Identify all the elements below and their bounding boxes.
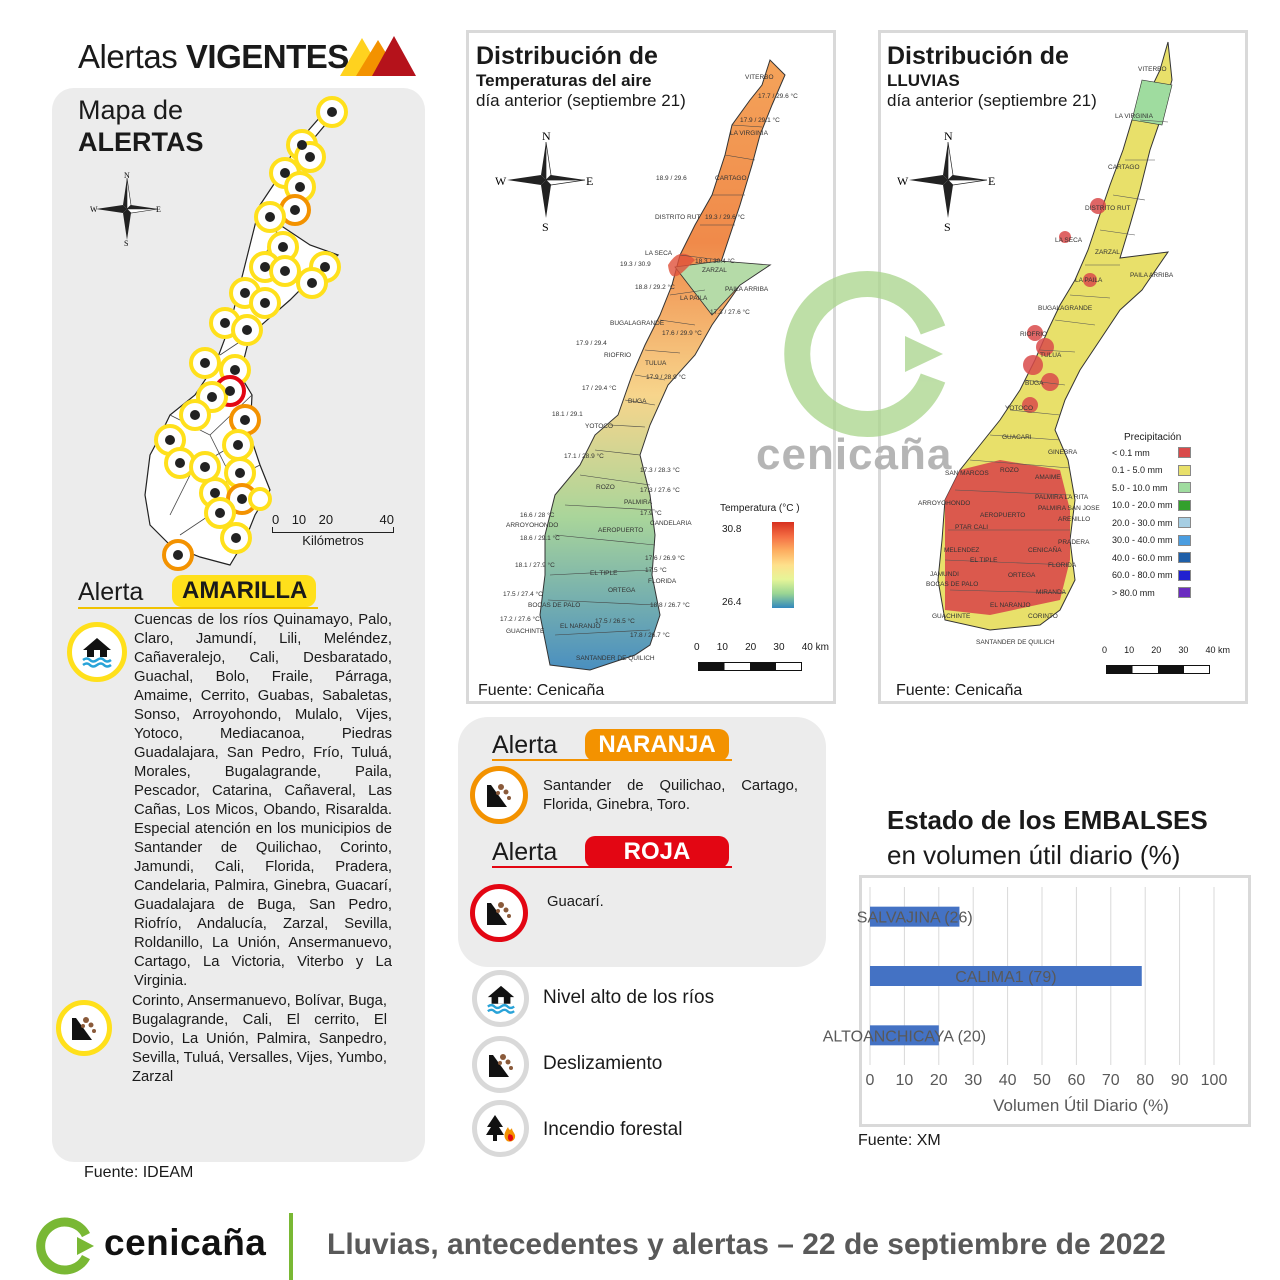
red-alert-text: Guacarí.	[547, 894, 604, 910]
temperature-station-reading: 17.1 / 28.9 °C	[564, 453, 604, 460]
compass-n: N	[124, 171, 130, 180]
temperature-station-label: SANTANDER DE QUILICH	[576, 655, 655, 662]
rain-place-label: MELENDEZ	[944, 547, 980, 554]
temperature-station-reading: 19.3 / 29.6 °C	[705, 214, 745, 221]
scale-tick: 10	[716, 642, 728, 653]
temperature-station-reading: 17 / 29.4 °C	[582, 385, 617, 392]
cenicana-logo-icon	[34, 1218, 98, 1274]
temperature-station-label: AEROPUERTO	[598, 527, 644, 534]
temperature-station-reading: 17.9 / 29.1 °C	[740, 117, 780, 124]
rain-place-label: MIRANDA	[1036, 589, 1066, 596]
temperature-station-reading: 17.2 / 27.6 °C	[500, 616, 540, 623]
scale-tick: 20	[1151, 645, 1162, 655]
scale-tick: 0	[1102, 645, 1108, 655]
temperature-station-reading: 18.6 / 29.1 °C	[520, 535, 560, 542]
reservoir-chart-xtick: 50	[1033, 1072, 1051, 1089]
reservoir-bar-label: SALVAJINA (26)	[856, 909, 973, 927]
orange-alert-label: Alerta	[492, 731, 558, 759]
rain-place-label: CENICAÑA	[1028, 547, 1062, 554]
temperature-station-label: ORTEGA	[608, 587, 636, 594]
scale-tick: 40	[379, 512, 394, 527]
flood-house-icon	[67, 622, 127, 682]
yellow-alert-badge: AMARILLA	[172, 575, 316, 607]
compass-e: E	[988, 174, 996, 188]
rain-legend-row	[1112, 462, 1191, 480]
temperature-station-reading: 17.3 / 27.6 °C	[640, 487, 680, 494]
footer-divider	[289, 1213, 293, 1280]
reservoir-chart-xtick: 90	[1170, 1072, 1189, 1089]
rain-place-label: GUACHINTE	[932, 613, 971, 620]
reservoir-bar-label: ALTOANCHICAYA (20)	[822, 1028, 987, 1046]
temperature-station-reading: 17.5 / 26.5 °C	[595, 618, 635, 625]
rain-legend-row	[1112, 549, 1191, 567]
temperature-legend-title: Temperatura (°C )	[720, 503, 800, 514]
red-alert-badge: ROJA	[585, 836, 729, 868]
rain-place-label: LA PAILA	[1075, 277, 1103, 284]
rain-legend-swatch	[1178, 552, 1191, 563]
rain-place-label: BUGA	[1025, 380, 1044, 387]
scale-tick: 40 km	[1205, 645, 1230, 655]
alerts-title-bold: VIGENTES	[185, 38, 349, 75]
rain-place-label: DISTRITO RUT	[1085, 205, 1131, 212]
rain-legend-row	[1112, 567, 1191, 585]
temperature-legend-ramp	[772, 522, 794, 608]
rain-place-label: GUACARI	[1002, 434, 1032, 441]
orange-alert-text: Santander de Quilichao, Cartago, Florida, Ginebra, Toro.	[543, 778, 798, 813]
temperature-station-reading: 16.6 / 28 °C	[520, 512, 555, 519]
temperature-station-reading: 18.1 / 29.1	[552, 411, 583, 418]
rain-legend-label: 20.0 - 30.0 mm	[1112, 517, 1173, 528]
temperature-legend-max: 30.8	[722, 524, 742, 535]
rain-place-label: BUGALAGRANDE	[1038, 305, 1093, 312]
compass-s: S	[124, 239, 129, 248]
temperature-station-label: EL NARANJO	[560, 623, 601, 630]
scale-tick: 10	[291, 512, 307, 527]
rain-place-label: JAMUNDI	[930, 571, 959, 578]
temperature-station-label: BOCAS DE PALO	[528, 602, 581, 609]
temperature-station-reading: 17.6 / 29.9 °C	[662, 330, 702, 337]
temperature-station-reading: 18.8 / 29.2 °C	[635, 284, 675, 291]
red-alert-label: Alerta	[492, 838, 558, 866]
yellow-alert-underline	[78, 607, 318, 609]
rain-legend-row	[1112, 532, 1191, 550]
legend-landslide-label: Deslizamiento	[543, 1053, 663, 1074]
reservoir-bar-label: CALIMA1 (79)	[955, 969, 1057, 986]
temperature-station-reading: 18.8 / 26.7 °C	[650, 602, 690, 609]
rain-map-title: Distribución de	[887, 42, 1069, 70]
scale-tick: 10	[1124, 645, 1135, 655]
compass-w: W	[495, 174, 507, 188]
temperature-station-reading: 17.3 / 28.3 °C	[640, 467, 680, 474]
alerts-title	[78, 38, 349, 76]
alert-triangles-logo	[340, 34, 416, 76]
temperature-scale-bar	[698, 662, 802, 672]
rain-legend-label: 60.0 - 80.0 mm	[1112, 570, 1173, 581]
temperature-station-label: RIOFRIO	[604, 352, 632, 359]
temperature-station-reading: 18.9 / 29.6	[656, 175, 687, 182]
rain-place-label: GINEBRA	[1048, 449, 1078, 456]
scale-tick: 20	[318, 512, 334, 527]
rain-legend-row	[1112, 479, 1191, 497]
rain-legend-title: Precipitación	[1124, 432, 1182, 443]
rain-place-label: VITERBO	[1138, 66, 1167, 73]
temperature-station-label: VITERBO	[745, 74, 774, 81]
reservoir-chart-xtick: 40	[998, 1072, 1017, 1089]
rain-place-label: CARTAGO	[1108, 164, 1140, 171]
footer-brand: cenicaña	[104, 1222, 267, 1263]
temperature-station-label: CANDELARIA	[650, 520, 692, 527]
rain-legend-label: > 80.0 mm	[1112, 587, 1155, 598]
rain-legend-swatch	[1178, 447, 1191, 458]
temperature-station-label: LA VIRGINIA	[730, 130, 768, 137]
temperature-station-label: FLORIDA	[648, 578, 677, 585]
temperature-station-label: BUGALAGRANDE	[610, 320, 665, 327]
rain-place-label: EL TIPLE	[970, 557, 998, 564]
compass-e: E	[156, 205, 161, 214]
reservoirs-subtitle: en volumen útil diario (%)	[887, 840, 1181, 870]
rain-legend-label: 5.0 - 10.0 mm	[1112, 482, 1168, 493]
alert-map-scale	[272, 512, 394, 548]
temperature-station-reading: 17.5 / 27.4 °C	[503, 591, 543, 598]
footer-headline: Lluvias, antecedentes y alertas – 22 de septiembre de 2022	[327, 1228, 1166, 1261]
alert-map-heading-line1: Mapa de	[78, 95, 184, 125]
rain-scale-ticks	[1102, 645, 1230, 655]
map-fire-marker	[250, 489, 270, 509]
reservoir-chart-xlabel: Volumen Útil Diario (%)	[993, 1096, 1169, 1115]
temperature-station-label: LA PAILA	[680, 295, 708, 302]
temperature-station-label: CARTAGO	[715, 175, 747, 182]
landslide-icon	[470, 884, 528, 942]
rain-map-subtitle: LLUVIAS	[887, 71, 960, 90]
forest-fire-icon	[472, 1100, 529, 1157]
compass-n: N	[542, 129, 551, 143]
rain-place-label: PRADERA	[1058, 539, 1090, 546]
rain-legend-label: 10.0 - 20.0 mm	[1112, 500, 1173, 511]
alert-map-heading-line2: ALERTAS	[78, 127, 204, 157]
scale-tick: 40 km	[801, 642, 829, 653]
rain-place-label: LA SECA	[1055, 237, 1083, 244]
rain-place-label: ORTEGA	[1008, 572, 1036, 579]
rain-legend-row	[1112, 497, 1191, 515]
temperature-station-reading: 17.9 / 29.4	[576, 340, 607, 347]
rain-place-label: AMAIME	[1035, 474, 1061, 481]
legend-fire-label: Incendio forestal	[543, 1119, 683, 1140]
reservoir-chart-xtick: 20	[929, 1072, 948, 1089]
rain-scale-bar	[1106, 665, 1210, 675]
temperature-station-label: ROZO	[596, 484, 615, 491]
temperature-map-source: Fuente: Cenicaña	[478, 682, 605, 699]
yellow-alert-landslide-text: Corinto, Ansermanuevo, Bolívar, Buga, Bugalagrande, Cali, El cerrito, El Dovio, La Unión, Palmira, Sanpedro, Sevilla, Tuluá, Versalles, Vijes, Yumbo, Zarzal	[132, 993, 387, 1085]
landslide-icon	[472, 1036, 529, 1093]
rain-place-label: LA VIRGINIA	[1115, 113, 1153, 120]
rain-legend	[1112, 444, 1191, 602]
temperature-station-reading: 17.5 °C	[645, 567, 667, 574]
rain-place-label: CORINTO	[1028, 613, 1058, 620]
reservoir-chart-xtick: 60	[1067, 1072, 1086, 1089]
scale-tick: 20	[745, 642, 757, 653]
temperature-station-reading: 17.8 / 26.7 °C	[630, 632, 670, 639]
rain-place-label: BOCAS DE PALO	[926, 581, 979, 588]
flood-house-icon	[472, 970, 529, 1027]
reservoirs-source: Fuente: XM	[858, 1132, 941, 1149]
compass-s: S	[542, 220, 549, 234]
rain-legend-label: 40.0 - 60.0 mm	[1112, 552, 1173, 563]
rain-legend-label: < 0.1 mm	[1112, 447, 1150, 458]
temperature-station-reading: 19.3 / 30.9	[620, 261, 651, 268]
temperature-map-subtitle: Temperaturas del aire	[476, 71, 652, 90]
rain-map-source: Fuente: Cenicaña	[896, 682, 1023, 699]
rain-legend-swatch	[1178, 517, 1191, 528]
rain-place-label: TULUA	[1040, 352, 1062, 359]
rain-place-label: EL NARANJO	[990, 602, 1031, 609]
rain-place-label: PALMIRA SAN JOSE	[1038, 505, 1100, 512]
temperature-station-reading: 17.3 / 27.6 °C	[710, 309, 750, 316]
scale-tick: 0	[694, 642, 700, 653]
temperature-station-reading: 17.6 / 26.9 °C	[645, 555, 685, 562]
reservoir-chart-xtick: 100	[1200, 1072, 1228, 1089]
temperature-station-reading: 17.9 / 28.9 °C	[646, 374, 686, 381]
reservoir-chart-xtick: 70	[1101, 1072, 1120, 1089]
rain-legend-swatch	[1178, 587, 1191, 598]
temperature-station-label: DISTRITO RUT	[655, 214, 701, 221]
rain-place-label: ZARZAL	[1095, 249, 1120, 256]
reservoir-chart-xtick: 10	[895, 1072, 914, 1089]
temperature-station-label: BUGA	[628, 398, 647, 405]
rain-place-label: FLORIDA	[1048, 562, 1077, 569]
rain-legend-swatch	[1178, 482, 1191, 493]
rain-place-label: SAN MARCOS	[945, 470, 989, 477]
rain-legend-label: 0.1 - 5.0 mm	[1112, 465, 1163, 476]
cenicana-watermark-text: cenicaña	[756, 430, 953, 479]
reservoir-chart-xtick: 0	[865, 1072, 875, 1089]
temperature-station-label: EL TIPLE	[590, 570, 618, 577]
compass-w: W	[90, 205, 98, 214]
temperature-station-reading: 18.3 / 30.4 °C	[695, 258, 735, 265]
temperature-station-label: ZARZAL	[702, 267, 727, 274]
rain-legend-row	[1112, 584, 1191, 602]
compass-n: N	[944, 129, 953, 143]
temperature-station-label: PALMIRA	[624, 499, 653, 506]
compass-w: W	[897, 174, 909, 188]
temperature-station-reading: 18.1 / 27.9 °C	[515, 562, 555, 569]
rain-legend-swatch	[1178, 465, 1191, 476]
temperature-scale-ticks	[694, 642, 829, 653]
rain-legend-swatch	[1178, 535, 1191, 546]
reservoir-chart	[822, 875, 1251, 1127]
rain-place-label: ROZO	[1000, 467, 1019, 474]
scale-tick: 30	[1178, 645, 1189, 655]
alert-map-markers	[150, 95, 350, 580]
rain-legend-row	[1112, 444, 1191, 462]
reservoir-chart-xtick: 80	[1136, 1072, 1155, 1089]
yellow-alert-rivers-text: Cuencas de los ríos Quinamayo, Palo, Claro, Jamundí, Lili, Meléndez, Cañaveralejo, Cali, Desbaratado, Guachal, Bolo, Fraile, Párraga, Amaime, Cerrito, Guabas, Sabaletas, Sonso, Arroyohondo, Mulalo, Vijes, Yotoco, Mediacanoa, Piedras Guadalajara, San Pedro, Frío, Tuluá, Morales, Bugalagrande, Paila, Pescador, Catarina, Cañaveral, Las Cañas, Los Micos, Obando, Risaralda. Especial atención en los municipios de Santander de Quilichao, Corinto, Jamundi, Cali, Florida, Pradera, Candelaria, Palmira, Ginebra, Guacarí, Guadalajara de Buga, San Pedro, Riofrío, Andalucía, Zarzal, Sevilla, Roldanillo, La Unión, Ansermanuevo, Cartago, La Victoria, Viterbo y La Virginia.	[134, 612, 392, 989]
rain-place-label: ARENILLO	[1058, 516, 1091, 523]
temperature-station-label: GUACHINTE	[506, 628, 545, 635]
rain-legend-label: 30.0 - 40.0 mm	[1112, 535, 1173, 546]
rain-place-label: RIOFRIO	[1020, 331, 1048, 338]
rain-place-label: PAILA ARRIBA	[1130, 272, 1174, 279]
reservoir-chart-xtick: 30	[964, 1072, 983, 1089]
compass-s: S	[944, 220, 951, 234]
alerts-title-light: Alertas	[78, 38, 178, 75]
rain-place-label: AEROPUERTO	[980, 512, 1026, 519]
landslide-icon	[470, 766, 528, 824]
temperature-station-label: TULUA	[645, 360, 667, 367]
scale-tick: 0	[272, 512, 280, 527]
rain-place-label: YOTOCO	[1005, 405, 1034, 412]
scale-unit: Kilómetros	[302, 533, 364, 548]
rain-place-label: ARROYOHONDO	[918, 500, 971, 507]
yellow-alert-label: Alerta	[78, 578, 144, 606]
temperature-map-title: Distribución de	[476, 42, 658, 70]
temperature-station-label: YOTOCO	[585, 423, 614, 430]
temperature-station-label: PAILA ARRIBA	[725, 286, 769, 293]
compass-e: E	[586, 174, 594, 188]
rain-legend-swatch	[1178, 500, 1191, 511]
rain-map-date: día anterior (septiembre 21)	[887, 91, 1097, 110]
landslide-icon	[56, 1000, 112, 1056]
orange-alert-badge: NARANJA	[585, 729, 729, 761]
temperature-map-date: día anterior (septiembre 21)	[476, 91, 686, 110]
rain-place-label: PALMIRA LA RITA	[1035, 494, 1089, 501]
reservoirs-title: Estado de los EMBALSES	[887, 805, 1208, 835]
cenicana-watermark-logo	[755, 280, 945, 430]
temperature-station-reading: 17.7 / 29.6 °C	[758, 93, 798, 100]
temperature-station-label: ARROYOHONDO	[506, 522, 559, 529]
rain-place-label: PTAR CALI	[955, 524, 989, 531]
temperature-legend-min: 26.4	[722, 597, 742, 608]
scale-tick: 30	[773, 642, 785, 653]
temperature-station-reading: 17.9 °C	[640, 510, 662, 517]
rain-legend-swatch	[1178, 570, 1191, 581]
alert-map-source: Fuente: IDEAM	[84, 1164, 194, 1181]
rain-place-label: SANTANDER DE QUILICH	[976, 639, 1055, 646]
temperature-station-label: LA SECA	[645, 250, 673, 257]
legend-flood-label: Nivel alto de los ríos	[543, 987, 715, 1008]
rain-legend-row	[1112, 514, 1191, 532]
